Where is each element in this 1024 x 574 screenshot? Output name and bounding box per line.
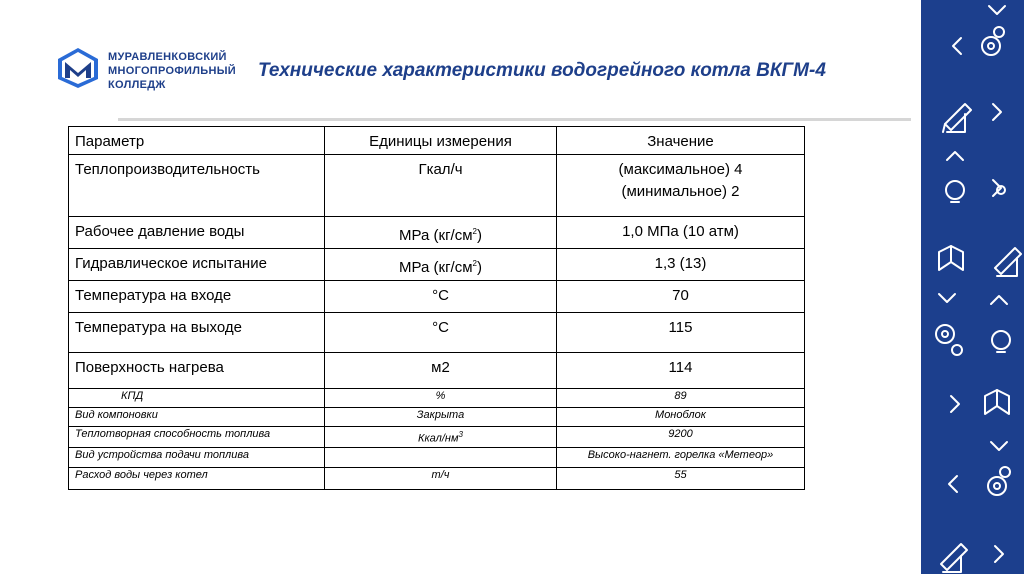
- chevron-up-icon: [991, 296, 1007, 304]
- page-title: Технические характеристики водогрейного котла ВКГМ-4: [258, 60, 826, 81]
- row-unit-text: Ккал/нм: [418, 432, 459, 445]
- row-param: Вид устройства подачи топлива: [69, 447, 325, 467]
- row-unit: [325, 447, 557, 467]
- decorative-side-strip: [921, 0, 1024, 574]
- row-value: [557, 155, 805, 217]
- row-param: Рабочее давление воды: [69, 217, 325, 249]
- row-unit: Закрыта: [325, 408, 557, 427]
- row-unit-sup: 2: [472, 259, 477, 268]
- table-row: [69, 467, 805, 489]
- chevron-right-icon: [951, 396, 959, 412]
- row-unit-tail: ): [476, 259, 482, 276]
- row-param: Поверхность нагрева: [69, 353, 325, 389]
- row-value: 114: [557, 353, 805, 389]
- pencil-ruler-icon: [943, 104, 971, 132]
- row-value: 1,3 (13): [557, 249, 805, 281]
- chevron-down-icon: [989, 6, 1005, 14]
- row-param: Расход воды через котел: [69, 467, 325, 489]
- row-unit-text: МРа (кг/см: [399, 227, 473, 244]
- row-unit: [325, 217, 557, 249]
- row-unit: [325, 249, 557, 281]
- row-value: 89: [557, 389, 805, 408]
- table-row: [69, 389, 805, 408]
- college-name-line3: КОЛЛЕДЖ: [108, 79, 166, 91]
- row-unit-sup: 3: [458, 430, 463, 439]
- row-value: 9200: [557, 427, 805, 448]
- college-name-line1: МУРАВЛЕНКОВСКИЙ: [108, 51, 227, 63]
- row-value: 1,0 МПа (10 атм): [557, 217, 805, 249]
- row-param: Теплотворная способность топлива: [69, 427, 325, 448]
- table-row: [69, 249, 805, 281]
- column-header-parameter: Параметр: [69, 127, 325, 155]
- table-row: [69, 447, 805, 467]
- lightbulb-gear-icon: [992, 331, 1010, 352]
- table-row: [69, 313, 805, 353]
- row-param: Гидравлическое испытание: [69, 249, 325, 281]
- row-value: Высоко-нагнет. горелка «Метеор»: [557, 447, 805, 467]
- gears-icon: [982, 27, 1004, 55]
- row-unit-text: МРа (кг/см: [399, 259, 473, 276]
- row-param: Вид компоновки: [69, 408, 325, 427]
- row-unit: т/ч: [325, 467, 557, 489]
- chevron-down-icon: [939, 294, 955, 302]
- chevron-down-icon: [991, 442, 1007, 450]
- row-unit: °С: [325, 313, 557, 353]
- table-row: [69, 408, 805, 427]
- table-row: [69, 427, 805, 448]
- pencil-ruler-icon: [941, 544, 967, 572]
- column-header-value: Значение: [557, 127, 805, 155]
- chevron-right-icon: [993, 104, 1001, 120]
- row-unit-tail: ): [476, 227, 482, 244]
- table-row: [69, 217, 805, 249]
- row-param: Температура на выходе: [69, 313, 325, 353]
- column-header-units: Единицы измерения: [325, 127, 557, 155]
- row-value-max: (максимальное) 4: [618, 161, 743, 178]
- book-pencil-icon: [939, 246, 963, 270]
- row-value: 55: [557, 467, 805, 489]
- row-value-min: (минимальное) 2: [621, 183, 740, 200]
- table-row: [69, 155, 805, 217]
- college-name: [108, 50, 236, 92]
- gears-icon: [936, 325, 962, 355]
- gears-icon: [988, 467, 1010, 495]
- row-unit-sup: 2: [472, 227, 477, 236]
- row-value: 115: [557, 313, 805, 353]
- row-param: Теплопроизводительность: [69, 155, 325, 217]
- chevron-up-icon: [947, 152, 963, 160]
- book-pencil-icon: [985, 390, 1009, 414]
- row-unit: °С: [325, 281, 557, 313]
- specs-table: [68, 126, 805, 490]
- college-name-line2: МНОГОПРОФИЛЬНЫЙ: [108, 65, 237, 77]
- row-unit: [325, 427, 557, 448]
- row-value: Моноблок: [557, 408, 805, 427]
- row-param: КПД: [69, 389, 325, 408]
- row-unit: Гкал/ч: [325, 155, 557, 217]
- row-unit: м2: [325, 353, 557, 389]
- chevron-right-icon: [995, 546, 1003, 562]
- college-logo-icon: [54, 46, 102, 90]
- chevron-left-icon: [953, 38, 961, 54]
- row-value: 70: [557, 281, 805, 313]
- row-param: Температура на входе: [69, 281, 325, 313]
- table-row: [69, 281, 805, 313]
- row-unit: %: [325, 389, 557, 408]
- table-header-row: [69, 127, 805, 155]
- chevron-left-icon: [949, 476, 957, 492]
- pencil-ruler-icon: [995, 248, 1021, 276]
- table-row: [69, 353, 805, 389]
- header-divider: [118, 118, 911, 121]
